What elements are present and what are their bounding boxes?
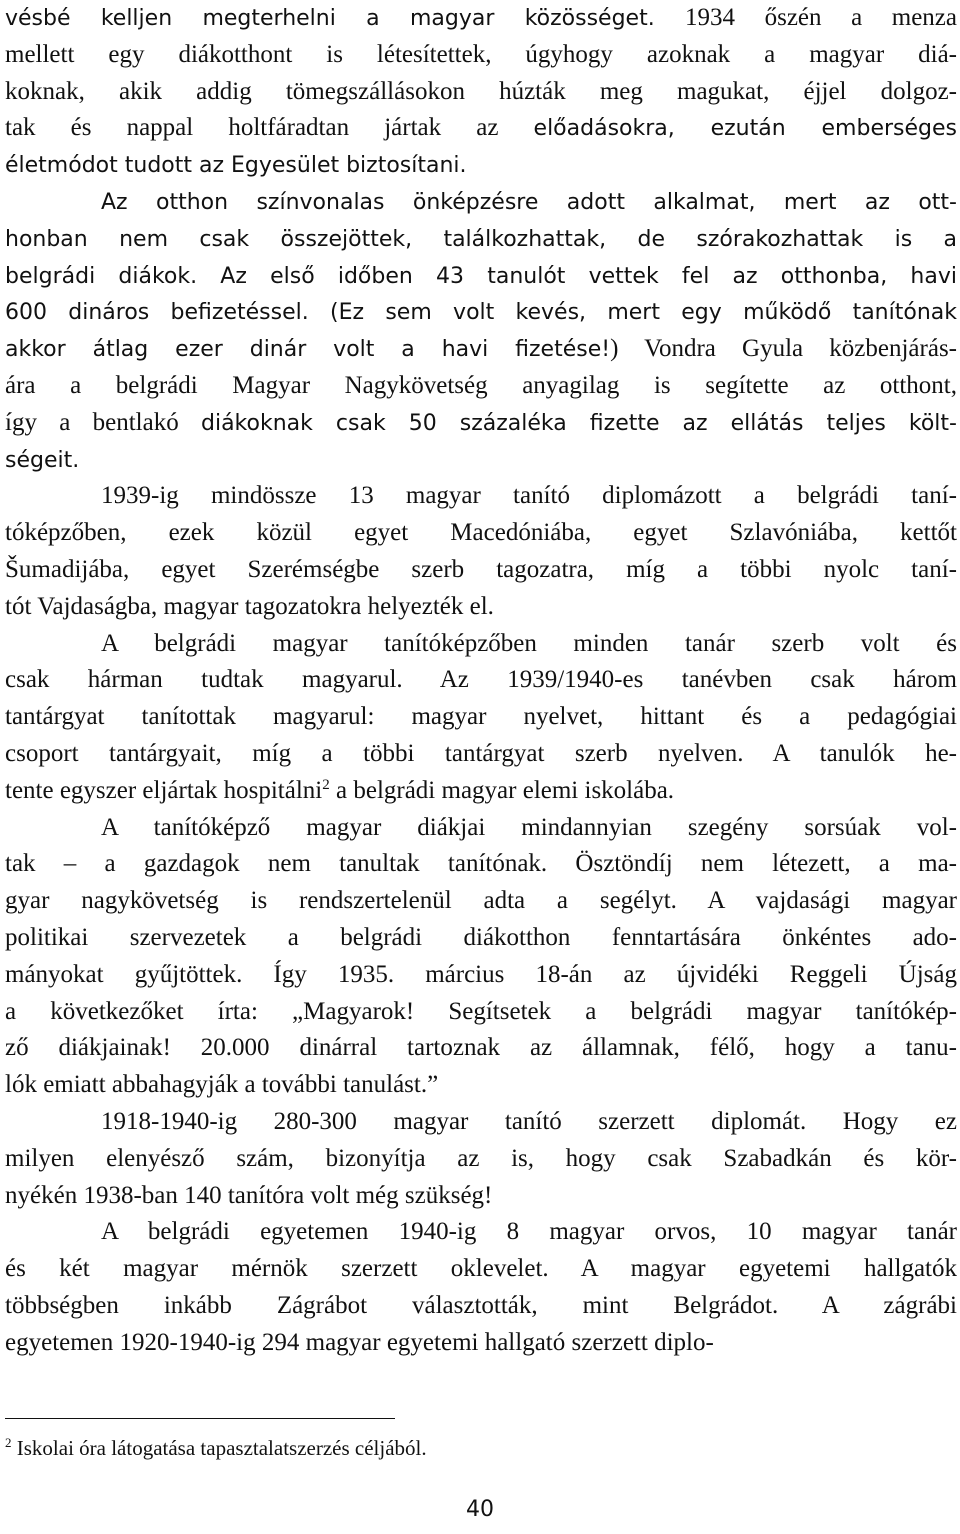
- text-line: [5, 994, 957, 1031]
- text-line: [5, 1251, 957, 1288]
- text-line: [5, 773, 957, 810]
- text-segment: csak hárman tudtak magyarul. Az 1939/1940-es tanévben csak három: [5, 666, 957, 694]
- text-line: [5, 1214, 957, 1251]
- footnote-separator: [5, 1418, 395, 1419]
- text-line: [5, 110, 957, 147]
- text-segment: többségben inkább Zágrábot választották, mint Belgrádot. A zágrábi: [5, 1291, 957, 1319]
- text-line: [5, 258, 957, 295]
- footnote-text: Iskolai óra látogatása tapasztalatszerzés céljából.: [11, 1436, 427, 1460]
- text-line: [5, 1178, 957, 1215]
- text-line: [5, 1067, 957, 1104]
- text-segment: tak és nappal holtfáradtan jártak az: [5, 114, 534, 142]
- text-line: [5, 1141, 957, 1178]
- text-line: [5, 74, 957, 111]
- text-line: [5, 626, 957, 663]
- text-line: [5, 883, 957, 920]
- text-segment: A belgrádi magyar tanítóképzőben minden tanár szerb volt és: [101, 629, 957, 657]
- text-line: [5, 552, 957, 589]
- text-segment: gyar nagykövetség is rendszertelenül adta a segélyt. A vajdasági magyar: [5, 887, 957, 915]
- text-line: [5, 1030, 957, 1067]
- text-segment: lók emiatt abbahagyják a további tanulást.”: [5, 1071, 439, 1099]
- text-segment: mellett egy diákotthont is létesítettek, úgyhogy azoknak a magyar diá-: [5, 40, 957, 68]
- text-segment: honban nem csak összejöttek, találkozhattak, de szórakozhattak is a: [5, 226, 957, 252]
- text-line: [5, 662, 957, 699]
- page-number: 40: [466, 1497, 494, 1522]
- text-segment: akkor átlag ezer dinár volt a havi fizetése!: [5, 337, 611, 363]
- text-line: [5, 1325, 957, 1362]
- text-segment: 1934 őszén a menza: [685, 4, 957, 31]
- text-segment: tak – a gazdagok nem tanultak tanítónak. Ösztöndíj nem létezett, a ma-: [5, 850, 957, 878]
- text-line: [5, 405, 957, 442]
- footnote: [5, 1436, 427, 1461]
- text-segment: így a bentlakó: [5, 408, 201, 436]
- text-segment: tóképzőben, ezek közül egyet Macedóniába, egyet Szlavóniába, kettőt: [5, 519, 957, 547]
- text-segment: Az otthon színvonalas önképzésre adott alkalmat, mert az ott-: [101, 189, 957, 215]
- text-segment: 600 dináros befizetéssel. (Ez sem volt kevés, mert egy működő tanítónak: [5, 300, 957, 326]
- footnote-marker: 2: [5, 1435, 12, 1450]
- text-segment: és két magyar mérnök szerzett oklevelet. A magyar egyetemi hallgatók: [5, 1255, 957, 1283]
- body-text: [5, 0, 957, 1361]
- text-line: [5, 699, 957, 736]
- text-line: [5, 147, 957, 184]
- text-segment: Šumadijába, egyet Szerémségbe szerb tagozatra, míg a többi nyolc taní-: [5, 555, 957, 583]
- text-line: [5, 810, 957, 847]
- text-segment: nyékén 1938-ban 140 tanítóra volt még szükség!: [5, 1181, 493, 1209]
- text-line: [5, 478, 957, 515]
- footnote-reference: 2: [322, 776, 330, 793]
- text-segment: koknak, akik addig tömegszállásokon húzták meg magukat, éjjel dolgoz-: [5, 77, 957, 105]
- text-segment: előadásokra, ezután emberséges: [533, 116, 957, 142]
- text-line: [5, 1104, 957, 1141]
- text-segment: A tanítóképző magyar diákjai mindannyian szegény sorsúak vol-: [101, 813, 957, 841]
- text-line: [5, 442, 957, 479]
- text-line: [5, 37, 957, 74]
- text-segment: milyen elenyésző szám, bizonyítja az is, hogy csak Szabadkán és kör-: [5, 1144, 957, 1172]
- text-segment: diákoknak csak 50 százaléka fizette az ellátás teljes költ-: [201, 410, 957, 436]
- text-segment: tót Vajdaságba, magyar tagozatokra helyezték el.: [5, 592, 494, 620]
- text-segment: a belgrádi magyar elemi iskolába.: [329, 776, 675, 804]
- text-segment: 1918-1940-ig 280-300 magyar tanító szerzett diplomát. Hogy ez: [101, 1107, 957, 1135]
- text-segment: csoport tantárgyait, míg a többi tantárgyat szerb nyelven. A tanulók he-: [5, 739, 957, 767]
- text-line: [5, 221, 957, 258]
- text-segment: mányokat gyűjtöttek. Így 1935. március 18-án az újvidéki Reggeli Újság: [5, 960, 957, 988]
- text-line: [5, 184, 957, 221]
- text-segment: ségeit.: [5, 447, 80, 473]
- text-segment: a következőket írta: „Magyarok! Segítsetek a belgrádi magyar tanítókép-: [5, 997, 957, 1025]
- text-line: [5, 368, 957, 405]
- text-line: [5, 920, 957, 957]
- text-segment: vésbé kelljen megterhelni a magyar közösséget.: [5, 6, 686, 31]
- text-segment: 1939-ig mindössze 13 magyar tanító diplomázott a belgrádi taní-: [101, 482, 957, 510]
- text-segment: ára a belgrádi Magyar Nagykövetség anyagilag is segítette az otthont,: [5, 371, 957, 399]
- text-segment: belgrádi diákok. Az első időben 43 tanulót vettek fel az otthonba, havi: [5, 263, 957, 289]
- text-line: [5, 0, 957, 37]
- text-line: [5, 1288, 957, 1325]
- text-segment: A belgrádi egyetemen 1940-ig 8 magyar orvos, 10 magyar tanár: [101, 1218, 957, 1246]
- text-line: [5, 515, 957, 552]
- text-segment: egyetemen 1920-1940-ig 294 magyar egyetemi hallgató szerzett diplo-: [5, 1328, 714, 1356]
- text-segment: életmódot tudott az Egyesület biztosítani.: [5, 153, 467, 179]
- text-line: [5, 736, 957, 773]
- text-line: [5, 331, 957, 368]
- text-segment: ző diákjainak! 20.000 dinárral tartoznak az államnak, félő, hogy a tanu-: [5, 1034, 957, 1062]
- text-segment: tantárgyat tanítottak magyarul: magyar nyelvet, hittant és a pedagógiai: [5, 703, 957, 731]
- text-line: [5, 957, 957, 994]
- document-page: [5, 0, 957, 1361]
- text-segment: tente egyszer eljártak hospitálni: [5, 776, 323, 804]
- text-line: [5, 846, 957, 883]
- text-segment: politikai szervezetek a belgrádi diákotthon fenntartására önkéntes ado-: [5, 923, 957, 951]
- text-line: [5, 589, 957, 626]
- text-segment: ) Vondra Gyula közbenjárás-: [610, 335, 957, 363]
- text-line: [5, 294, 957, 331]
